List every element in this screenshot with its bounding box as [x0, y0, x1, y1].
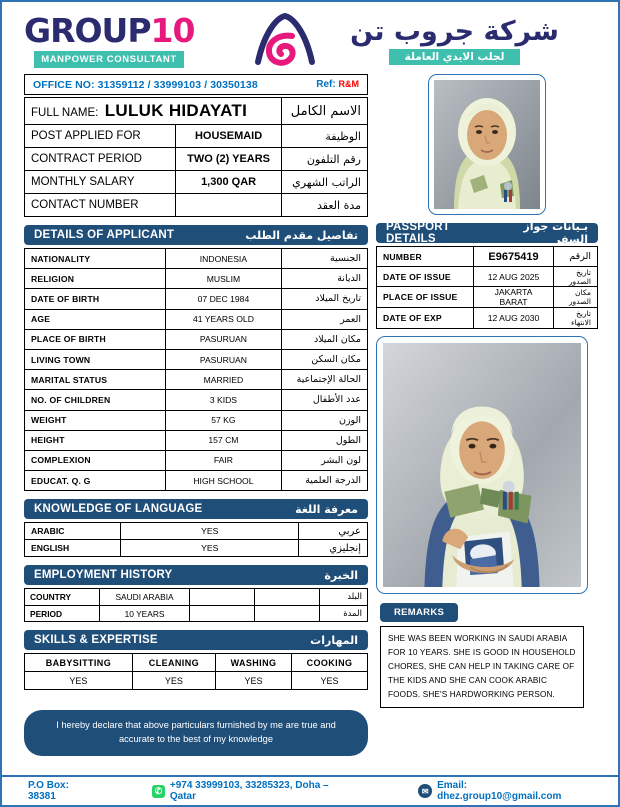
declaration-banner: I hereby declare that above particulars furnished by me are true and accurate to the best of my knowledge — [24, 710, 368, 756]
row-blank-2 — [254, 605, 319, 622]
table-row — [377, 308, 598, 328]
row-value: PASURUAN — [165, 349, 282, 369]
section-title: KNOWLEDGE OF LANGUAGE — [34, 503, 203, 516]
row-value: 41 YEARS OLD — [165, 309, 282, 329]
table-row — [25, 390, 368, 410]
row-value: MUSLIM — [165, 269, 282, 289]
table-row — [25, 309, 368, 329]
row-arabic: إنجليزي — [299, 540, 368, 557]
section-title-arabic: معرفة اللغة — [295, 502, 358, 516]
row-arabic: مكان الصدور — [553, 287, 597, 308]
row-arabic: الطول — [282, 430, 368, 450]
row-arabic: مدة العقد — [282, 194, 368, 217]
section-title: SKILLS & EXPERTISE — [34, 634, 158, 647]
row-value: INDONESIA — [165, 249, 282, 269]
table-row — [25, 194, 368, 217]
row-value: TWO (2) YEARS — [175, 148, 281, 171]
row-label: RELIGION — [25, 269, 166, 289]
row-value: HIGH SCHOOL — [165, 471, 282, 491]
skill-column-header: BABYSITTING — [25, 654, 133, 672]
passport-photo-image — [434, 80, 540, 209]
row-arabic: الراتب الشهري — [282, 171, 368, 194]
section-header-passport — [376, 220, 598, 246]
row-label: HEIGHT — [25, 430, 166, 450]
row-arabic: العمر — [282, 309, 368, 329]
table-row — [25, 269, 368, 289]
fullname-cell — [25, 98, 282, 125]
section-header-skills — [24, 630, 368, 650]
table-header-row — [25, 654, 368, 672]
section-title: EMPLOYMENT HISTORY — [34, 569, 173, 582]
row-value — [175, 194, 281, 217]
table-row — [377, 287, 598, 308]
row-arabic: الحالة الإجتماعية — [282, 370, 368, 390]
arabic-brand-name: شركة جروب تن — [350, 15, 559, 47]
row-arabic: مكان السكن — [282, 349, 368, 369]
skill-value: YES — [291, 672, 367, 690]
table-row — [25, 450, 368, 470]
fullname-value: LULUK HIDAYATI — [104, 101, 248, 120]
table-row — [25, 148, 368, 171]
row-label: POST APPLIED FOR — [25, 125, 176, 148]
skill-column-header: COOKING — [291, 654, 367, 672]
section-title: PASSPORT DETAILS — [386, 221, 451, 245]
employment-history-table — [24, 588, 368, 622]
passport-details-table — [376, 246, 598, 329]
skill-value: YES — [215, 672, 291, 690]
table-row — [377, 267, 598, 287]
arch-spiral-logo — [239, 12, 331, 70]
main-info-table — [24, 97, 368, 217]
row-label: WEIGHT — [25, 410, 166, 430]
row-label: DATE OF BIRTH — [25, 289, 166, 309]
fullname-arabic: الاسم الكامل — [282, 98, 368, 125]
table-row — [25, 605, 368, 622]
row-arabic: الوزن — [282, 410, 368, 430]
brand-number: 10 — [150, 11, 195, 50]
table-row — [25, 471, 368, 491]
po-box-text: P.O Box: 38381 — [28, 780, 69, 802]
section-header-applicant — [24, 225, 368, 245]
row-arabic: مكان الميلاد — [282, 329, 368, 349]
brand-block — [24, 11, 239, 68]
row-blank-1 — [189, 589, 254, 606]
row-arabic: المدة — [319, 605, 367, 622]
row-label: COUNTRY — [25, 589, 100, 606]
row-blank-1 — [189, 605, 254, 622]
row-label: MONTHLY SALARY — [25, 171, 176, 194]
passport-photo — [428, 74, 546, 215]
full-photo-image — [383, 343, 581, 587]
table-row-fullname — [25, 98, 368, 125]
skill-value: YES — [132, 672, 215, 690]
row-label: EDUCAT. Q. G — [25, 471, 166, 491]
row-label: PERIOD — [25, 605, 100, 622]
table-row — [25, 171, 368, 194]
section-header-employment — [24, 565, 368, 585]
row-label: CONTRACT PERIOD — [25, 148, 176, 171]
row-arabic: الدرجة العلمية — [282, 471, 368, 491]
document-footer — [2, 775, 618, 805]
right-column — [376, 74, 598, 756]
skill-column-header: WASHING — [215, 654, 291, 672]
table-row — [25, 410, 368, 430]
office-number-bar — [24, 74, 368, 95]
row-arabic: الجنسية — [282, 249, 368, 269]
row-label: NO. OF CHILDREN — [25, 390, 166, 410]
table-row — [25, 125, 368, 148]
table-row — [25, 370, 368, 390]
phone-block — [152, 780, 355, 802]
row-label: ENGLISH — [25, 540, 121, 557]
row-value: FAIR — [165, 450, 282, 470]
table-row — [25, 430, 368, 450]
row-label: AGE — [25, 309, 166, 329]
row-value: 07 DEC 1984 — [165, 289, 282, 309]
reference-label: Ref: — [316, 79, 336, 90]
arabic-brand-block — [331, 17, 604, 66]
table-row — [25, 349, 368, 369]
document-header — [2, 2, 618, 74]
row-value: SAUDI ARABIA — [100, 589, 189, 606]
row-label: PLACE OF ISSUE — [377, 287, 474, 308]
row-label: LIVING TOWN — [25, 349, 166, 369]
brand-wordmark — [24, 11, 239, 50]
row-arabic: الرقم — [553, 247, 597, 267]
row-value: YES — [121, 523, 299, 540]
row-arabic: تاريخ الميلاد — [282, 289, 368, 309]
row-arabic: تاريخ الانتهاء — [553, 308, 597, 328]
email-text: Email: dhez.group10@gmail.com — [437, 780, 562, 802]
row-label: DATE OF ISSUE — [377, 267, 474, 287]
fullname-label: FULL NAME: — [31, 107, 99, 119]
left-column — [24, 74, 368, 756]
row-arabic: الوظيفة — [282, 125, 368, 148]
remarks-text: SHE WAS BEEN WORKING IN SAUDI ARABIA FOR 10 YEARS. SHE IS GOOD IN HOUSEHOLD CHORES, SHE CAN HELP IN TAKING CARE OF THE KIDS AND SHE CAN COOK ARABIC FOODS. SHE'S HARDWORKING PERSON. — [380, 626, 584, 709]
table-row — [25, 540, 368, 557]
row-arabic: لون البشر — [282, 450, 368, 470]
brand-name: GROUP — [24, 11, 151, 50]
row-arabic: رقم التلفون — [282, 148, 368, 171]
full-photo — [376, 336, 588, 594]
row-arabic: تاريخ الصدور — [553, 267, 597, 287]
section-title-arabic: بـيانات جواز السفر — [523, 220, 588, 246]
row-arabic: البلد — [319, 589, 367, 606]
row-blank-2 — [254, 589, 319, 606]
row-arabic: الديانة — [282, 269, 368, 289]
row-value: HOUSEMAID — [175, 125, 281, 148]
table-row — [25, 249, 368, 269]
section-header-language — [24, 499, 368, 519]
row-value: 12 AUG 2030 — [474, 308, 554, 328]
skill-column-header: CLEANING — [132, 654, 215, 672]
row-value: E9675419 — [474, 247, 554, 267]
table-row — [25, 523, 368, 540]
applicant-details-table — [24, 248, 368, 491]
email-block[interactable] — [418, 780, 592, 802]
row-label: NUMBER — [377, 247, 474, 267]
remarks-header: REMARKS — [380, 603, 458, 622]
section-title: DETAILS OF APPLICANT — [34, 229, 175, 241]
skill-value: YES — [25, 672, 133, 690]
table-row — [25, 589, 368, 606]
row-value: 1,300 QAR — [175, 171, 281, 194]
row-label: MARITAL STATUS — [25, 370, 166, 390]
row-label: COMPLEXION — [25, 450, 166, 470]
row-value: 157 CM — [165, 430, 282, 450]
table-row — [25, 329, 368, 349]
row-value: PASURUAN — [165, 329, 282, 349]
reference-block — [316, 79, 359, 90]
phone-text: +974 33999103, 33285323, Doha – Qatar — [169, 780, 329, 802]
email-icon: ✉ — [418, 784, 432, 798]
row-value: 10 YEARS — [100, 605, 189, 622]
arabic-brand-tagline: لجلب الايدي العاملة — [389, 49, 521, 65]
language-table — [24, 522, 368, 557]
section-title-arabic: تفاصيل مقدم الطلب — [245, 228, 358, 242]
row-label: ARABIC — [25, 523, 121, 540]
row-arabic: عدد الأطفال — [282, 390, 368, 410]
row-value: MARRIED — [165, 370, 282, 390]
row-label: PLACE OF BIRTH — [25, 329, 166, 349]
table-row — [25, 672, 368, 690]
row-label: NATIONALITY — [25, 249, 166, 269]
reference-value: R&M — [338, 79, 359, 89]
row-label: CONTACT NUMBER — [25, 194, 176, 217]
whatsapp-icon: ✆ — [152, 785, 165, 798]
row-value: 57 KG — [165, 410, 282, 430]
row-value: 12 AUG 2025 — [474, 267, 554, 287]
row-value: 3 KIDS — [165, 390, 282, 410]
row-value: JAKARTA BARAT — [474, 287, 554, 308]
table-row — [25, 289, 368, 309]
row-arabic: عربي — [299, 523, 368, 540]
section-title-arabic: الخبرة — [324, 568, 358, 582]
row-label: DATE OF EXP — [377, 308, 474, 328]
skills-table — [24, 653, 368, 690]
table-row — [377, 247, 598, 267]
office-number-text: OFFICE NO: 31359112 / 33999103 / 30350138 — [33, 78, 258, 91]
section-title-arabic: المهارات — [310, 633, 358, 647]
row-value: YES — [121, 540, 299, 557]
brand-tagline: MANPOWER CONSULTANT — [34, 51, 184, 68]
